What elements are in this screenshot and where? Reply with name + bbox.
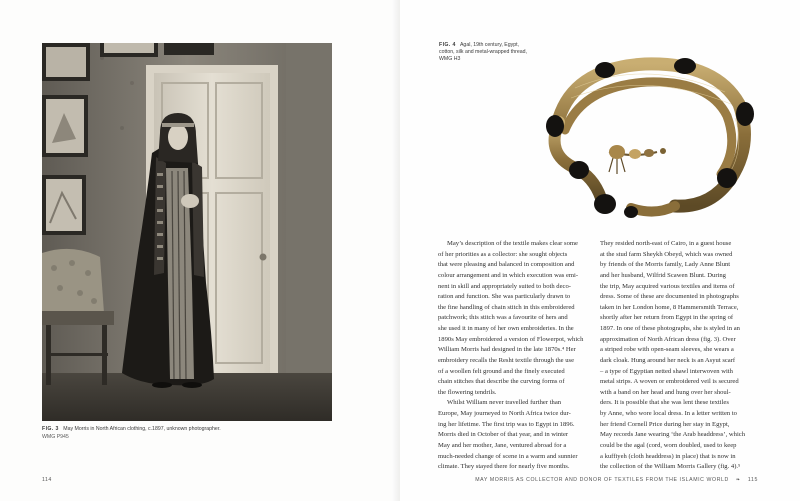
text-line: shortly after her return from Egypt in the spring of xyxy=(600,314,734,322)
text-line: approximation of North African dress (fig. 3). Over xyxy=(600,335,736,343)
text-line: – a type of Egyptian netted shawl interwoven with xyxy=(600,367,733,375)
text-line: patchwork; this stitch was a favourite of hers and xyxy=(438,314,568,322)
text-line: colour arrangement and in which execution was emi- xyxy=(438,271,579,279)
text-line: taken in her London home, 8 Hammersmith Terrace, xyxy=(600,303,739,311)
text-line: climate. They stayed there for nearly five months. xyxy=(438,463,570,471)
text-line: ing her lifetime. The first trip was to Egypt in 1896. xyxy=(438,420,575,428)
text-line: with a band on her head and hung over her shoul- xyxy=(600,388,731,396)
text-line: They resided north-east of Cairo, in a guest house xyxy=(600,240,732,247)
text-line: by friends of the Morris family, Lady Anne Blunt xyxy=(600,261,731,269)
text-line: and her husband, Wilfrid Scawen Blunt. During xyxy=(600,271,726,279)
text-line: ration and function. She was particularly drawn to xyxy=(438,293,571,301)
text-line: the fine handling of chain stitch in this embroidered xyxy=(438,303,575,311)
text-line: nent in skill and appropriately suited to both deco- xyxy=(438,282,571,290)
figure-4-label: FIG. 4 xyxy=(439,42,456,48)
figure-4-credit: WMG H3 xyxy=(439,56,461,63)
figure-3-label: FIG. 3 xyxy=(42,426,59,432)
text-line: ders. It is possible that she was lent these textiles xyxy=(600,399,729,407)
text-line: a striped robe with open-seam sleeves, she wears a xyxy=(600,346,734,354)
text-line: dark cloak. Hung around her neck is an Asyut scarf xyxy=(600,356,736,364)
figure-4-caption-line-2: cotton, silk and metal-wrapped thread, xyxy=(439,49,527,56)
text-line: of a woollen felt ground and the finely executed xyxy=(438,367,565,375)
text-line: the flowering tendrils. xyxy=(438,388,497,396)
figure-4-caption xyxy=(439,42,529,64)
text-line: by Anne, who wore local dress. In a letter written to xyxy=(600,410,737,417)
text-line: May records Jane wearing ‘the Arab headdress’, which xyxy=(600,431,746,439)
running-head: MAY MORRIS AS COLLECTOR AND DONOR OF TEXTILES FROM THE ISLAMIC WORLD xyxy=(475,477,729,483)
text-line: the collection of the William Morris Gallery (fig. 4).⁵ xyxy=(600,463,741,471)
text-line: a kuffiyeh (cloth headdress) in place) that is now in xyxy=(600,452,736,460)
text-line: 1890s May embroidered a version of Flowerpot, which xyxy=(438,335,584,343)
text-line: 1897. In one of these photographs, she is styled in an xyxy=(600,325,740,332)
text-line: May’s description of the textile makes clear some xyxy=(447,240,578,247)
text-line: May and her mother, Jane, ventured abroad for a xyxy=(438,441,567,449)
text-line: could be the agal (cord, worn doubled, used to keep xyxy=(600,441,737,449)
text-line: that were pleasing and balanced in composition and xyxy=(438,261,575,269)
text-line: Morris died in October of that year, and in winter xyxy=(438,431,569,439)
text-line: Europe, May journeyed to North Africa twice dur- xyxy=(438,410,571,417)
agal-photo xyxy=(535,48,757,224)
fleuron-icon: ❧ xyxy=(735,477,741,483)
body-column-1 xyxy=(438,239,588,473)
figure-4-caption-line-1: Agal, 19th century, Egypt, xyxy=(459,42,519,48)
text-line: at the stud farm Sheykh Obeyd, which was owned xyxy=(600,250,733,258)
text-line: dress. Some of these are documented in photographs xyxy=(600,293,739,301)
portrait-photo-may-morris xyxy=(42,43,332,421)
folio-left: 114 xyxy=(42,477,52,483)
text-line: her friend Cornell Price during her stay in Egypt, xyxy=(600,420,730,428)
text-line: embroidery recalls the Resht textile through the use xyxy=(438,356,575,364)
text-line: chain stitches that describe the curving forms of xyxy=(438,378,565,386)
figure-3-caption-text: May Morris in North African clothing, c.1897, unknown photographer. xyxy=(63,426,221,432)
figure-3-credit: WMG P945 xyxy=(42,433,69,440)
figure-3-caption xyxy=(42,426,332,441)
text-line: of her priorities as a collector: she sought objects xyxy=(438,250,568,258)
folio-right: 115 xyxy=(747,477,758,483)
text-line: Whilst William never travelled further than xyxy=(447,399,562,407)
text-line: she used it in many of her own embroideries. In the xyxy=(438,325,574,332)
text-line: William Morris had designed in the late 1870s.⁴ Her xyxy=(438,346,576,354)
text-line: much-needed change of scene in a warm and sunnier xyxy=(438,452,578,460)
body-column-2 xyxy=(600,239,750,473)
running-footer-right xyxy=(475,477,758,483)
text-line: metal strips. A woven or embroidered veil is secured xyxy=(600,378,739,386)
text-line: the trip, May acquired various textiles and items of xyxy=(600,282,735,290)
